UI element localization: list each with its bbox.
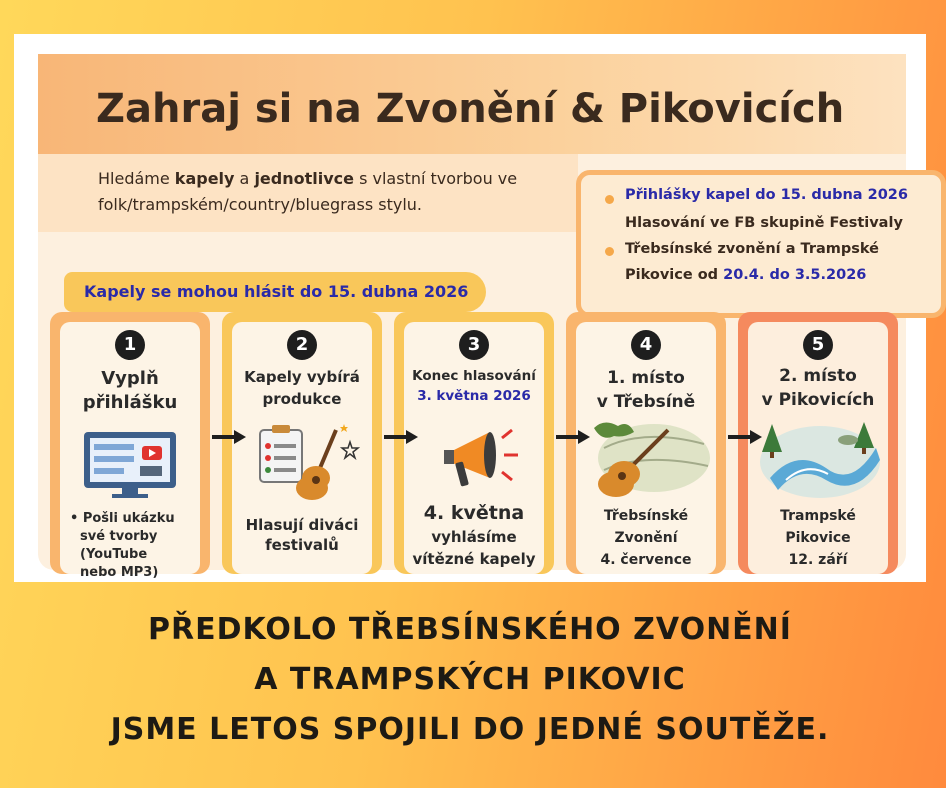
step-foot: Hlasují diváci	[245, 516, 359, 534]
star-icon	[342, 442, 358, 458]
step-4	[566, 312, 726, 574]
step-1-note	[70, 510, 175, 582]
intro-part: Hledáme	[98, 169, 175, 188]
arrow-right-icon	[728, 430, 762, 444]
step-2	[222, 312, 382, 574]
step-foot: Zvonění	[614, 530, 678, 546]
caption-line-2: A TRAMPSKÝCH PIKOVIC	[254, 662, 686, 697]
step-foot: Trampské	[780, 508, 856, 524]
note-line: nebo MP3)	[80, 565, 159, 580]
step-date: 3. května 2026	[417, 388, 531, 404]
intro-part: a	[234, 169, 255, 188]
intro-bold-individuals: jednotlivce	[254, 169, 354, 188]
step-foot: Pikovice	[785, 530, 851, 546]
caption-line-1: PŘEDKOLO TŘEBSÍNSKÉHO ZVONĚNÍ	[148, 612, 792, 647]
bullet-dot	[605, 195, 614, 204]
clipboard-guitar-icon	[254, 422, 364, 502]
step-foot: Třebsínské	[603, 508, 689, 524]
step-foot: vyhlásíme	[431, 528, 517, 546]
step-number: 2	[287, 330, 317, 360]
step-4-inner	[576, 322, 716, 574]
step-title: 1. místo	[607, 368, 685, 388]
river-icon	[756, 418, 882, 502]
step-foot: 4. července	[600, 552, 692, 568]
step-foot: vítězné kapely	[412, 550, 536, 568]
arrow-right-icon	[384, 430, 418, 444]
step-title: přihlášku	[82, 392, 178, 413]
intro-text	[98, 166, 578, 218]
computer-icon	[82, 430, 178, 500]
step-1-inner	[60, 322, 200, 580]
bullet-dot	[605, 247, 614, 256]
intro-bold-bands: kapely	[174, 169, 235, 188]
step-number: 4	[631, 330, 661, 360]
step-number: 3	[459, 330, 489, 360]
caption-line-3: JSME LETOS SPOJILI DO JEDNÉ SOUTĚŽE.	[110, 712, 830, 747]
step-title: v Pikovicích	[761, 390, 875, 410]
intro-line2: folk/trampském/country/bluegrass stylu.	[98, 195, 422, 214]
step-foot: 12. září	[788, 552, 848, 568]
step-5-inner	[748, 322, 888, 574]
step-1	[50, 312, 210, 580]
step-3	[394, 312, 554, 574]
step-number: 1	[115, 330, 145, 360]
step-number: 5	[803, 330, 833, 360]
schedule-line-4	[625, 267, 866, 283]
step-title: Konec hlasování	[412, 368, 536, 384]
megaphone-icon	[440, 422, 520, 496]
step-2-inner	[232, 322, 372, 574]
poster-card	[14, 34, 926, 582]
guitar-landscape-icon	[584, 418, 710, 502]
step-title: 2. místo	[779, 366, 857, 386]
note-line: • Pošli ukázku	[70, 511, 175, 526]
step-foot: 4. května	[423, 502, 525, 524]
step-title: Kapely vybírá	[244, 368, 360, 386]
step-title: Vyplň	[101, 368, 159, 389]
note-line: (YouTube	[80, 547, 148, 562]
step-title: produkce	[262, 390, 342, 408]
schedule-box	[576, 170, 946, 318]
arrow-right-icon	[556, 430, 590, 444]
schedule-line-1: Přihlášky kapel do 15. dubna 2026	[625, 187, 908, 203]
schedule-line-4a: Pikovice od	[625, 267, 724, 283]
schedule-line-3: Třebsínské zvonění a Trampské	[625, 241, 879, 257]
deadline-banner: Kapely se mohou hlásit do 15. dubna 2026	[64, 272, 486, 312]
note-line: své tvorby	[80, 529, 158, 544]
step-title: v Třebsíně	[596, 392, 696, 412]
intro-part: s vlastní tvorbou ve	[354, 169, 518, 188]
page-title: Zahraj si na Zvonění & Pikovicích	[96, 86, 845, 132]
step-3-inner	[404, 322, 544, 574]
step-5	[738, 312, 898, 574]
info-panel	[38, 54, 908, 580]
arrow-right-icon	[212, 430, 246, 444]
schedule-dates: 20.4. do 3.5.2026	[723, 267, 867, 283]
schedule-line-2: Hlasování ve FB skupině Festivaly	[625, 215, 903, 231]
step-foot: festivalů	[265, 536, 339, 554]
